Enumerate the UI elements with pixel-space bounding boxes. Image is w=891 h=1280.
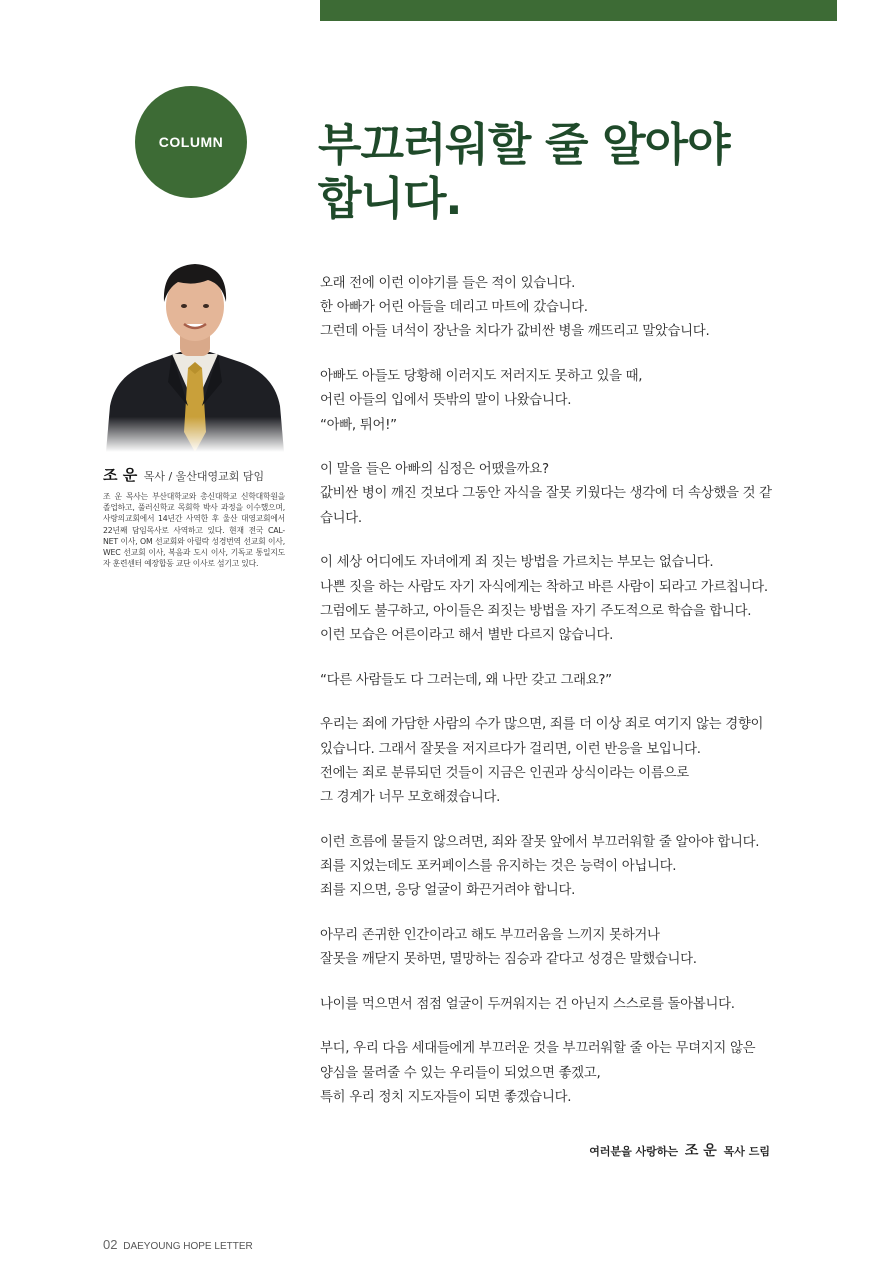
article-paragraph <box>320 272 790 345</box>
title-line-1: 부끄러워할 줄 알아야 <box>318 118 730 171</box>
paragraph-line: 그 경계가 너무 모호해졌습니다. <box>320 789 501 805</box>
column-badge <box>135 86 247 198</box>
column-badge-label: COLUMN <box>158 134 224 150</box>
paragraph-line: 아무리 존귀한 인간이라고 해도 부끄러움을 느끼지 못하거나 <box>320 927 660 943</box>
article-paragraph <box>320 458 790 531</box>
article-paragraph <box>320 551 790 648</box>
paragraph-line: 우리는 죄에 가담한 사람의 수가 많으면, 죄를 더 이상 죄로 여기지 않는 경향이 <box>320 717 764 733</box>
page-footer <box>103 1237 253 1252</box>
top-accent-bar <box>320 0 837 21</box>
paragraph-line: 아빠도 아들도 당황해 이러지도 저러지도 못하고 있을 때, <box>320 369 643 385</box>
article-paragraph <box>320 1037 790 1110</box>
title-line-2: 합니다. <box>318 172 462 225</box>
article-paragraph <box>320 993 790 1017</box>
article-paragraph <box>320 669 790 693</box>
signature-suffix: 목사 드림 <box>723 1145 770 1158</box>
paragraph-line: “아빠, 튀어!” <box>320 417 397 433</box>
paragraph-line: “다른 사람들도 다 그러는데, 왜 나만 갖고 그래요?” <box>320 672 612 688</box>
article-paragraph <box>320 365 790 438</box>
paragraph-line: 한 아빠가 어린 아들을 데리고 마트에 갔습니다. <box>320 300 588 316</box>
article-paragraph <box>320 924 790 972</box>
paragraph-line: 죄를 지으면, 응당 얼굴이 화끈거려야 합니다. <box>320 883 576 899</box>
author-bio: 조 운 목사는 부산대학교와 총신대학교 신학대학원을 졸업하고, 풀러신학교 목회학 박사 과정을 이수했으며, 사랑의교회에서 14년간 사역한 후 울산 대영교회에서 22년째 담임목사로 사역하고 있다. 현재 전국 CAL-NET 이사, OM 선교회와 아릴락 성경번역 선교회 이사, WEC 선교회 이사, 복음과 도시 이사, 기독교 통일지도자 훈련센터 예장합동 교단 이사로 섬기고 있다. <box>103 492 285 569</box>
paragraph-line: 그럼에도 불구하고, 아이들은 죄짓는 방법을 자기 주도적으로 학습을 합니다. <box>320 603 752 619</box>
author-portrait <box>102 256 288 452</box>
paragraph-line: 있습니다. 그래서 잘못을 저지르다가 걸리면, 이런 반응을 보입니다. <box>320 741 701 757</box>
article-title <box>318 118 758 226</box>
paragraph-line: 어린 아들의 입에서 뜻밖의 말이 나왔습니다. <box>320 393 572 409</box>
paragraph-line: 나쁜 짓을 하는 사람도 자기 자식에게는 착하고 바른 사람이 되라고 가르칩니다. <box>320 579 768 595</box>
paragraph-line: 양심을 물려줄 수 있는 우리들이 되었으면 좋겠고, <box>320 1065 601 1081</box>
author-role: 목사 / 울산대영교회 담임 <box>143 470 265 483</box>
paragraph-line: 부디, 우리 다음 세대들에게 부끄러운 것을 부끄러워할 줄 아는 무뎌지지 않은 <box>320 1041 756 1057</box>
page-number: 02 <box>103 1237 118 1252</box>
paragraph-line: 값비싼 병이 깨진 것보다 그동안 자식을 잘못 키웠다는 생각에 더 속상했을 것 같 <box>320 486 772 502</box>
author-name-line <box>103 464 285 485</box>
paragraph-line: 이런 모습은 어른이라고 해서 별반 다르지 않습니다. <box>320 627 614 643</box>
paragraph-line: 습니다. <box>320 510 362 526</box>
author-name: 조 운 <box>103 466 138 484</box>
publication-name: DAEYOUNG HOPE LETTER <box>123 1241 253 1252</box>
signature <box>520 1140 770 1160</box>
signature-name: 조 운 <box>684 1143 717 1159</box>
author-info <box>103 464 285 569</box>
article-paragraph <box>320 831 790 904</box>
article-paragraph <box>320 713 790 810</box>
paragraph-line: 이 말을 들은 아빠의 심정은 어땠을까요? <box>320 462 549 478</box>
paragraph-line: 전에는 죄로 분류되던 것들이 지금은 인권과 상식이라는 이름으로 <box>320 765 689 781</box>
paragraph-line: 그런데 아들 녀석이 장난을 치다가 값비싼 병을 깨뜨리고 말았습니다. <box>320 324 710 340</box>
paragraph-line: 잘못을 깨닫지 못하면, 멸망하는 짐승과 같다고 성경은 말했습니다. <box>320 951 697 967</box>
paragraph-line: 이 세상 어디에도 자녀에게 죄 짓는 방법을 가르치는 부모는 없습니다. <box>320 555 714 571</box>
paragraph-line: 이런 흐름에 물들지 않으려면, 죄와 잘못 앞에서 부끄러워할 줄 알아야 합니다. <box>320 834 760 850</box>
paragraph-line: 오래 전에 이런 이야기를 들은 적이 있습니다. <box>320 276 576 291</box>
paragraph-line: 나이를 먹으면서 점점 얼굴이 두꺼워지는 건 아닌지 스스로를 돌아봅니다. <box>320 996 735 1012</box>
article-body <box>320 272 790 1130</box>
paragraph-line: 특히 우리 정치 지도자들이 되면 좋겠습니다. <box>320 1089 572 1105</box>
paragraph-line: 죄를 지었는데도 포커페이스를 유지하는 것은 능력이 아닙니다. <box>320 858 677 874</box>
signature-prefix: 여러분을 사랑하는 <box>589 1145 679 1158</box>
